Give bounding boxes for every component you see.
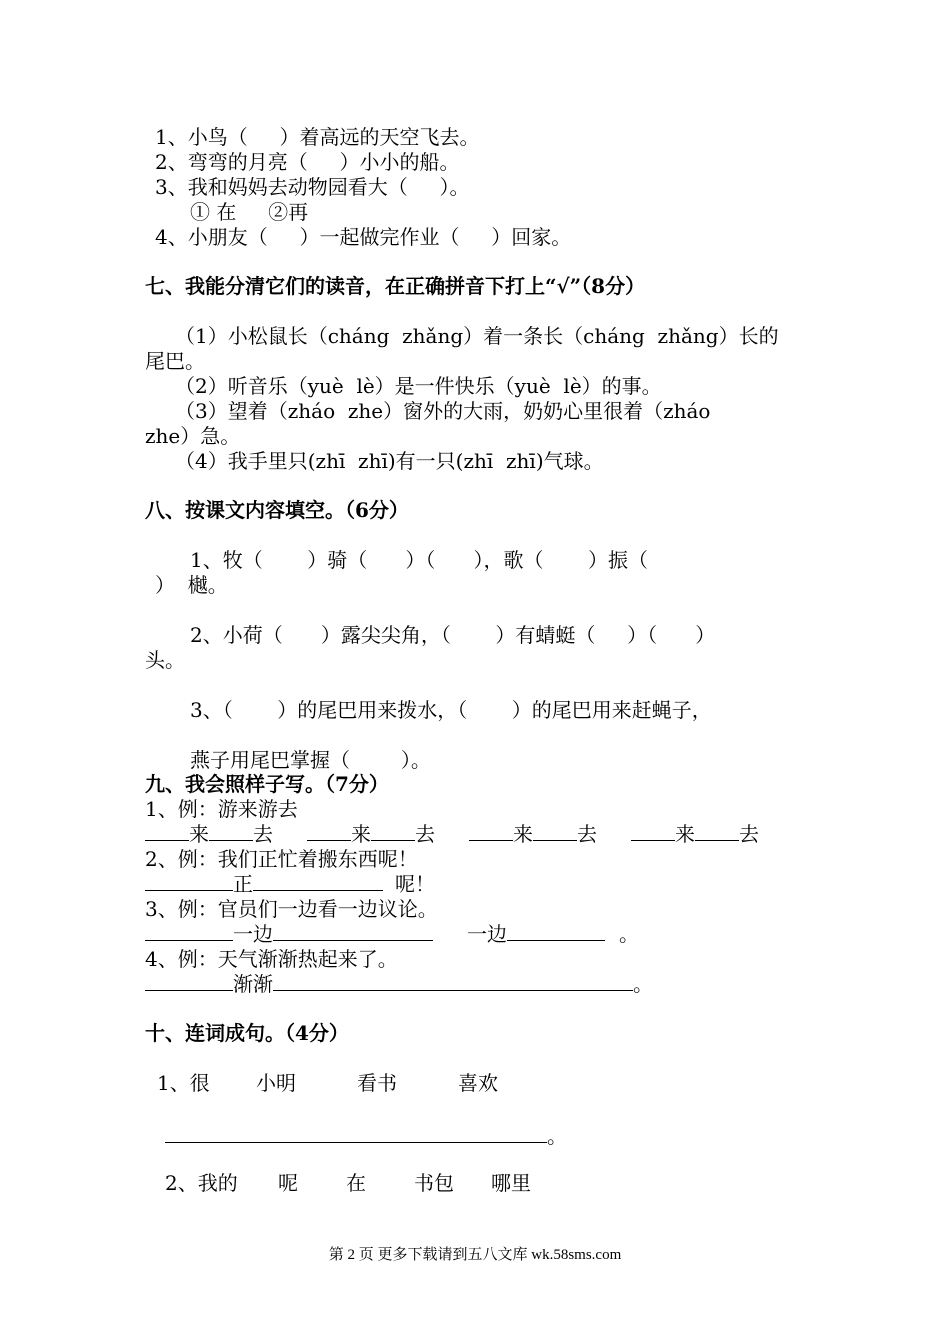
s8-line-1: 1、牧（ ）骑（ ）（ ），歌（ ）振（ — [190, 548, 649, 572]
s8-line-3b: 燕子用尾巴掌握（ ）。 — [190, 748, 431, 772]
s9-ex1-answer: 来 去 来 去 来 去 来 去 — [145, 822, 759, 846]
s9-ex2-answer: 正 呢！ — [145, 872, 435, 896]
s10-q2-word-3: 在 — [346, 1171, 366, 1195]
page-footer: 第 2 页 更多下载请到五八文库 wk.58sms.com — [328, 1247, 622, 1263]
s9-ex3-answer: 一边 一边 。 — [145, 922, 639, 946]
s6-options: ① 在 ②再 — [190, 200, 309, 224]
s10-q2-word-4: 书包 — [414, 1171, 454, 1195]
s8-line-2: 2、小荷（ ）露尖尖角，（ ）有蜻蜓（ ）（ ） — [190, 623, 716, 647]
s6-line-2: 2、弯弯的月亮（ ）小小的船。 — [155, 150, 460, 174]
s8-line-2b: 头。 — [145, 648, 185, 672]
s9-heading: 九、我会照样子写。（7分） — [145, 772, 389, 796]
s10-heading: 十、连词成句。（4分） — [145, 1021, 349, 1045]
s8-heading: 八、按课文内容填空。（6分） — [145, 498, 409, 522]
s9-ex4-answer: 渐渐 。 — [145, 972, 653, 996]
s9-ex1-label: 1、例：游来游去 — [145, 797, 298, 821]
s7-line-2: （2）听音乐（yuè lè）是一件快乐（yuè lè）的事。 — [175, 374, 662, 398]
s9-ex2-label: 2、例：我们正忙着搬东西呢！ — [145, 847, 418, 871]
s10-q1-word-1: 1、很 — [157, 1071, 210, 1095]
s10-q1-answer: 。 — [165, 1124, 567, 1148]
s9-ex3-label: 3、例：官员们一边看一边议论。 — [145, 897, 438, 921]
s10-q2-word-1: 2、我的 — [165, 1171, 238, 1195]
s7-line-1b: 尾巴。 — [145, 349, 205, 373]
s8-line-1b: ） 樾。 — [155, 573, 228, 597]
s8-line-3: 3、（ ）的尾巴用来拨水，（ ）的尾巴用来赶蝇子， — [190, 698, 712, 722]
s10-q2-word-2: 呢 — [278, 1171, 298, 1195]
s10-q1-word-3: 看书 — [357, 1071, 397, 1095]
s6-line-4: 4、小朋友（ ）一起做完作业（ ）回家。 — [155, 225, 572, 249]
s6-line-3: 3、我和妈妈去动物园看大（ ）。 — [155, 175, 470, 199]
s7-line-3: （3）望着（zháo zhe）窗外的大雨，奶奶心里很着（zháo — [175, 399, 711, 423]
s10-q1-word-2: 小明 — [256, 1071, 296, 1095]
s6-line-1: 1、小鸟（ ）着高远的天空飞去。 — [155, 125, 480, 149]
s7-line-4: （4）我手里只(zhī zhī)有一只(zhī zhī)气球。 — [175, 449, 604, 473]
s7-line-1: （1）小松鼠长（cháng zhǎng）着一条长（cháng zhǎng）长的 — [175, 324, 779, 348]
s10-q1-word-4: 喜欢 — [458, 1071, 498, 1095]
s10-q2-word-5: 哪里 — [491, 1171, 531, 1195]
s9-ex4-label: 4、例：天气渐渐热起来了。 — [145, 947, 398, 971]
s7-line-3b: zhe）急。 — [145, 424, 241, 448]
s7-heading: 七、我能分清它们的读音，在正确拼音下打上“√”（8分） — [145, 274, 646, 298]
